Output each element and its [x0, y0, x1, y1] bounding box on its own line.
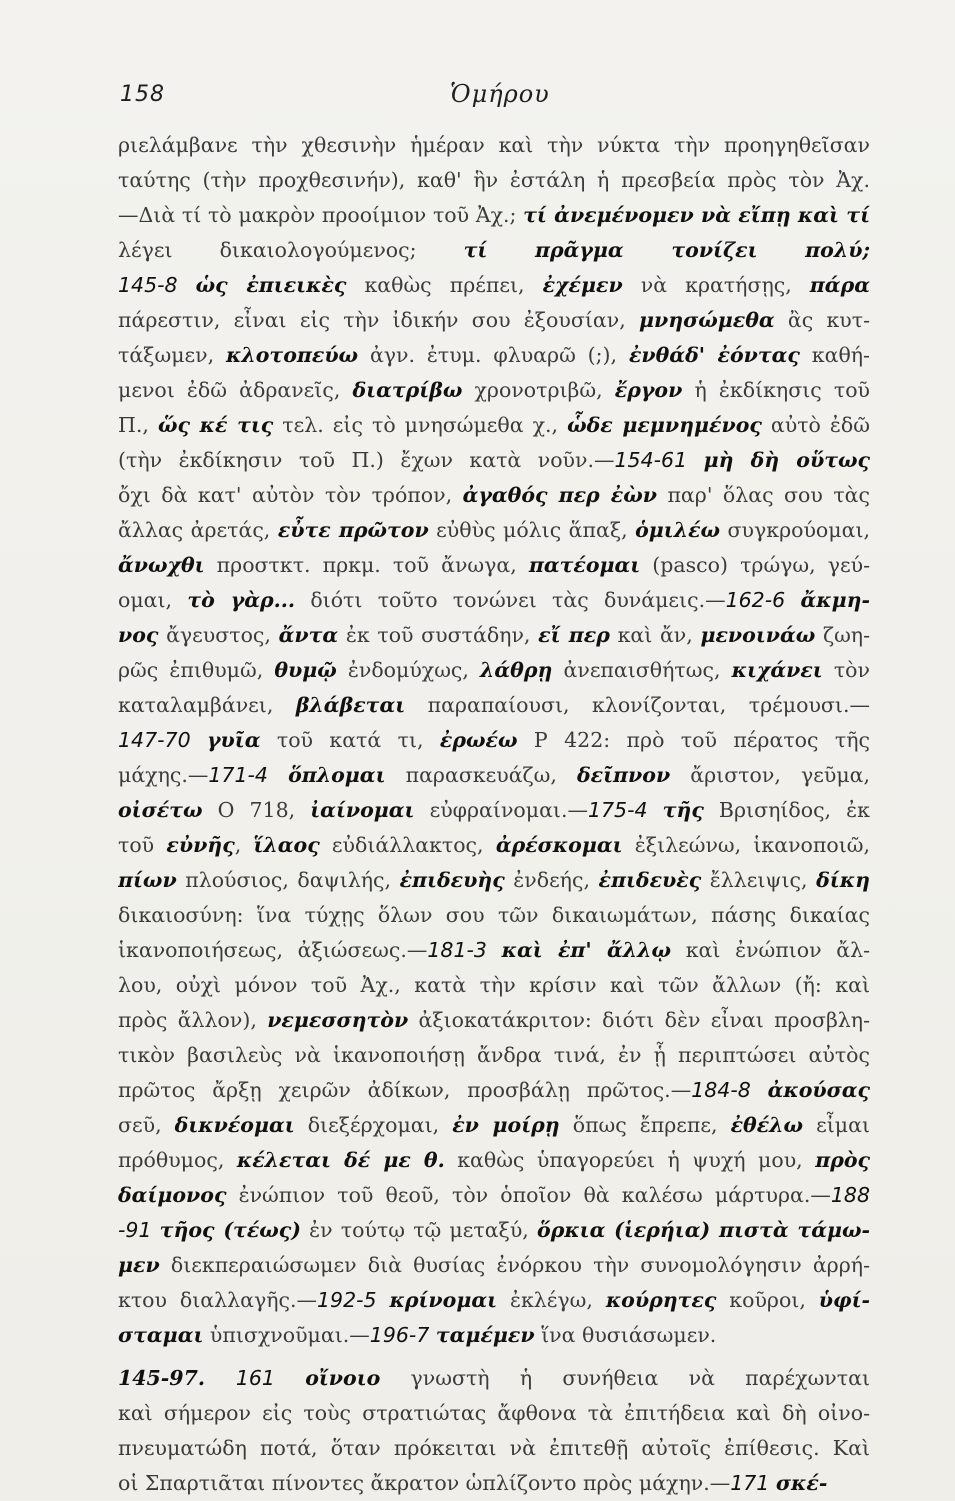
gloss-text: ἡ ἐκδίκησις τοῦ [682, 378, 870, 402]
lemma: ἵλαος [253, 833, 320, 857]
lemma: δίκη [816, 868, 870, 892]
lemma: ὑφί- [818, 1288, 870, 1312]
gloss-text: ομαι, [118, 588, 188, 612]
running-title: Ὁμήρου [450, 80, 550, 108]
gloss-text: νὰ κρατήσῃς, [622, 273, 810, 297]
gloss-text: ἀγν. ἐτυμ. φλυαρῶ (;), [358, 343, 629, 367]
text-line [118, 1361, 870, 1396]
gloss-text: πρὸς ἄλλον), [118, 1008, 268, 1032]
lemma: ταμέμεν [435, 1323, 535, 1347]
lemma: ἐχέμεν [542, 273, 623, 297]
text-line [118, 618, 870, 653]
lemma: σταμαι [118, 1323, 204, 1347]
gloss-text: τοῦ [118, 833, 167, 857]
verse-reference: 196-7 [369, 1323, 436, 1347]
lemma: καὶ ἐπ' ἄλλῳ [501, 938, 672, 962]
verse-reference: 161 [235, 1366, 306, 1390]
gloss-text: κτου διαλλαγῆς.— [118, 1288, 317, 1312]
gloss-text: πάρεστιν, εἶναι εἰς τὴν ἰδικήν σου ἐξουσίαν, [118, 308, 639, 332]
gloss-text: ἐξιλεώνω, ἱκανοποιῶ, [622, 833, 870, 857]
gloss-text: τάξωμεν, [118, 343, 226, 367]
lemma: τὸ γὰρ... [187, 588, 296, 612]
gloss-text: τὸν [822, 658, 870, 682]
lemma: πρὸς [815, 1148, 870, 1172]
text-line [118, 1283, 870, 1318]
gloss-text: τοῦ κατά τι, [260, 728, 440, 752]
text-line [118, 828, 870, 863]
lemma: 145-97. [118, 1366, 236, 1390]
gloss-text: καταλαμβάνει, [118, 693, 296, 717]
lemma: τί πρᾶγμα τονίζει πολύ; [463, 238, 870, 262]
gloss-text: ἔλλειψις, [701, 868, 817, 892]
gloss-text: ἄριστον, γεῦμα, [670, 763, 870, 787]
gloss-text: ὄχι δὰ κατ' αὐτὸν τὸν τρόπον, [118, 483, 463, 507]
commentary-text [118, 128, 870, 1501]
gloss-text: (pasco) τρώγω, γεύ- [640, 553, 870, 577]
gloss-text: Π., [118, 413, 158, 437]
gloss-text: πνευματώδη ποτά, ὅταν πρόκειται νὰ ἐπιτεθῇ αὐτοῖς ἐπίθεσις. Καὶ [118, 1436, 870, 1460]
gloss-text: , [234, 833, 254, 857]
lemma: ἀγαθός περ ἐὼν [462, 483, 657, 507]
text-line [118, 1073, 870, 1108]
lemma: μενοινάω [700, 623, 816, 647]
lemma: ἐν μοίρῃ [452, 1113, 560, 1137]
lemma: ἐπιδευὴς [399, 868, 505, 892]
text-line [118, 443, 870, 478]
gloss-text: καὶ σήμερον εἰς τοὺς στρατιώτας ἄφθονα τὰ ἐπιτήδεια καὶ δὴ οἰνο- [118, 1401, 870, 1425]
lemma: κούρητες [605, 1288, 717, 1312]
verse-reference: 175-4 [587, 798, 663, 822]
gloss-text: χρονοτριβῶ, [462, 378, 615, 402]
gloss-text: παραπαίουσι, κλονίζονται, τρέμουσι.— [405, 693, 870, 717]
text-line [118, 128, 870, 163]
lemma: πάρα [809, 273, 870, 297]
lemma: ἐνθάδ' ἐόντας [628, 343, 800, 367]
text-line [118, 1466, 870, 1501]
gloss-text: εὐθὺς μόλις ἅπαξ, [428, 518, 636, 542]
verse-reference: 147-70 [118, 728, 208, 752]
text-line [118, 688, 870, 723]
lemma: εἴ περ [538, 623, 610, 647]
lemma: νεμεσσητὸν [267, 1008, 409, 1032]
text-line [118, 1318, 870, 1353]
verse-reference: 162-6 [725, 588, 801, 612]
lemma: ἄντα [278, 623, 339, 647]
gloss-text: παρασκευάζω, [385, 763, 577, 787]
verse-reference: 171-4 [208, 763, 289, 787]
lemma: κρίνομαι [389, 1288, 498, 1312]
page-number: 158 [120, 82, 165, 107]
gloss-text: ἄγευστος, [158, 623, 279, 647]
lemma: ὅρκια (ἱερήια) πιστὰ τάμω- [537, 1218, 870, 1242]
lemma: νος [118, 623, 159, 647]
gloss-text: συγκρούομαι, [720, 518, 870, 542]
gloss-text: διεκπεραιώσωμεν διὰ θυσίας ἐνόρκου τὴν συνομολόγησιν ἀρρή- [159, 1253, 870, 1277]
gloss-text: Ρ 422: πρὸ τοῦ πέρατος τῆς [517, 728, 870, 752]
text-line [118, 478, 870, 513]
gloss-text: παρ' ὅλας σου τὰς [656, 483, 870, 507]
text-line [118, 1108, 870, 1143]
lemma: μὴ δὴ οὕτως [703, 448, 870, 472]
gloss-text: καὶ ἐνώπιον ἄλ- [671, 938, 870, 962]
verse-reference: 181-3 [427, 938, 502, 962]
gloss-text: μάχης.— [118, 763, 209, 787]
text-line [118, 268, 870, 303]
lemma: ἀκούσας [767, 1078, 870, 1102]
text-line [118, 898, 870, 933]
lemma: εὖτε πρῶτον [277, 518, 429, 542]
gloss-text: ἀξιοκατάκριτον: διότι δὲν εἶναι προσβλη- [408, 1008, 870, 1032]
lemma: θυμῷ [274, 658, 337, 682]
page-header [120, 82, 860, 114]
text-line [118, 1038, 870, 1073]
gloss-text: ταύτης (τὴν προχθεσινήν), καθ' ἣν ἐστάλη ἡ πρεσβεία πρὸς τὸν Ἀχ. [118, 168, 870, 192]
text-line [118, 863, 870, 898]
text-line [118, 1431, 870, 1466]
gloss-text: κοῦροι, [716, 1288, 819, 1312]
text-line [118, 758, 870, 793]
gloss-text: ριελάμβανε τὴν χθεσινὴν ἡμέραν καὶ τὴν νύκτα τὴν προηγηθεῖσαν [118, 133, 870, 157]
verse-reference: 154-61 [614, 448, 704, 472]
lemma: ἐρωέω [439, 728, 518, 752]
verse-reference: 145-8 [118, 273, 196, 297]
text-line [118, 1178, 870, 1213]
lemma: ἐθέλω [730, 1113, 804, 1137]
lemma: ἀρέσκομαι [495, 833, 623, 857]
verse-reference: 192-5 [316, 1288, 390, 1312]
gloss-text: ἐνδομύχως, [336, 658, 481, 682]
text-line [118, 198, 870, 233]
gloss-text: ἐν τούτῳ τῷ μεταξύ, [300, 1218, 538, 1242]
verse-reference: 188 [830, 1183, 870, 1207]
lemma: δικνέομαι [174, 1113, 295, 1137]
gloss-text: ἂς κυτ- [774, 308, 870, 332]
lemma: ἄκμη- [800, 588, 870, 612]
text-line [118, 408, 870, 443]
text-line [118, 513, 870, 548]
text-line [118, 653, 870, 688]
text-line [118, 933, 870, 968]
verse-reference: 184-8 [691, 1078, 768, 1102]
lemma: τί ἀνεμένομεν νὰ εἴπῃ καὶ τί [523, 203, 870, 227]
lemma: ὥς κέ τις [157, 413, 274, 437]
lemma: κλοτοπεύω [225, 343, 359, 367]
gloss-text: —Διὰ τί τὸ μακρὸν προοίμιον τοῦ Ἀχ.; [118, 203, 524, 227]
verse-reference: 171 [730, 1471, 776, 1495]
text-line [118, 233, 870, 268]
text-line [118, 1396, 870, 1431]
gloss-text: εἶμαι [803, 1113, 870, 1137]
gloss-text: τικὸν βασιλεὺς νὰ ἱκανοποιήσῃ ἄνδρα τινά, ἐν ᾗ περιπτώσει αὐτὸς [118, 1043, 870, 1067]
gloss-text: λου, οὐχὶ μόνον τοῦ Ἀχ., κατὰ τὴν κρίσιν καὶ τῶν ἄλλων (ἤ: καὶ [118, 973, 870, 997]
lemma: ὧδε μεμνημένος [567, 413, 762, 437]
gloss-text: δικαιοσύνη: ἵνα τύχῃς ὅλων σου τῶν δικαιωμάτων, πάσης δικαίας [118, 903, 870, 927]
gloss-text: μενοι ἐδῶ ἀδρανεῖς, [118, 378, 353, 402]
lemma: σκέ- [775, 1471, 828, 1495]
gloss-text: γνωστὴ ἡ συνήθεια νὰ παρέχωνται [380, 1366, 870, 1390]
text-line [118, 723, 870, 758]
lemma: κέλεται δέ με θ. [236, 1148, 445, 1172]
gloss-text: ἵνα θυσιάσωμεν. [534, 1323, 717, 1347]
lemma: γυῖα [207, 728, 261, 752]
lemma: δαίμονος [118, 1183, 227, 1207]
gloss-text: ἱκανοποιήσεως, ἀξιώσεως.— [118, 938, 428, 962]
lemma: εὐνῆς [166, 833, 235, 857]
gloss-text: προστκτ. πρκμ. τοῦ ἄνωγα, [204, 553, 529, 577]
gloss-text: πρῶτος ἄρξῃ χειρῶν ἀδίκων, προσβάλῃ πρῶτος.— [118, 1078, 692, 1102]
lemma: ἔργον [614, 378, 683, 402]
gloss-text: ἐκλέγω, [497, 1288, 606, 1312]
lemma: τῆος (τέως) [159, 1218, 301, 1242]
lemma: ἐπιδευὲς [598, 868, 702, 892]
text-line [118, 793, 870, 828]
text-line [118, 583, 870, 618]
gloss-text: ἐκ τοῦ συστάδην, [338, 623, 539, 647]
text-line [118, 1248, 870, 1283]
text-line [118, 338, 870, 373]
gloss-text: οἱ Σπαρτιᾶται πίνοντες ἄκρατον ὡπλίζοντο πρὸς μάχην.— [118, 1471, 731, 1495]
text-line [118, 303, 870, 338]
lemma: πίων [118, 868, 177, 892]
gloss-text: διεξέρχομαι, [294, 1113, 453, 1137]
lemma: βλάβεται [295, 693, 406, 717]
lemma: μνησώμεθα [638, 308, 775, 332]
gloss-text: ἀνεπαισθήτως, [552, 658, 732, 682]
gloss-text: ρῶς ἐπιθυμῶ, [118, 658, 275, 682]
gloss-text: αὐτὸ ἐδῶ [761, 413, 870, 437]
gloss-text: ἐνδεής, [504, 868, 599, 892]
lemma: δεῖπνον [577, 763, 671, 787]
lemma: ὁμιλέω [635, 518, 721, 542]
gloss-text: πρόθυμος, [118, 1148, 237, 1172]
lemma: τῆς [662, 798, 704, 822]
gloss-text: σεῦ, [118, 1113, 175, 1137]
lemma: ὡς ἐπιεικὲς [195, 273, 347, 297]
text-line [118, 1003, 870, 1038]
gloss-text: καὶ ἄν, [609, 623, 701, 647]
gloss-text: τελ. εἰς τὸ μνησώμεθα χ., [273, 413, 568, 437]
text-line [118, 1213, 870, 1248]
text-line [118, 1143, 870, 1178]
gloss-text: ὅπως ἔπρεπε, [559, 1113, 731, 1137]
lemma: οἴνοιο [305, 1366, 381, 1390]
lemma: ἰαίνομαι [310, 798, 415, 822]
lemma: μεν [118, 1253, 160, 1277]
gloss-text: καθὼς ὑπαγορεύει ἡ ψυχή μου, [444, 1148, 816, 1172]
lemma: πατέομαι [528, 553, 641, 577]
gloss-text: καθὼς πρέπει, [346, 273, 543, 297]
lemma: διατρίβω [352, 378, 463, 402]
text-line [118, 373, 870, 408]
gloss-text: Βρισηίδος, ἐκ [703, 798, 870, 822]
text-line [118, 968, 870, 1003]
gloss-text: ἐνώπιον τοῦ θεοῦ, τὸν ὁποῖον θὰ καλέσω μάρτυρα.— [226, 1183, 831, 1207]
text-line [118, 548, 870, 583]
text-line [118, 163, 870, 198]
lemma: ἄνωχθι [118, 553, 205, 577]
gloss-text: ζωη- [815, 623, 870, 647]
gloss-text: (τὴν ἐκδίκησιν τοῦ Π.) ἔχων κατὰ νοῦν.— [118, 448, 615, 472]
verse-reference: -91 [118, 1218, 160, 1242]
gloss-text: ἄλλας ἀρετάς, [118, 518, 278, 542]
lemma: λάθρῃ [480, 658, 553, 682]
gloss-text: Ο 718, [202, 798, 311, 822]
lemma: ὅπλομαι [288, 763, 386, 787]
gloss-text: ὑπισχνοῦμαι.— [203, 1323, 370, 1347]
lemma: οἰσέτω [118, 798, 203, 822]
gloss-text: εὐδιάλλακτος, [319, 833, 496, 857]
gloss-text: διότι τοῦτο τονώνει τὰς δυνάμεις.— [295, 588, 726, 612]
lemma: κιχάνει [731, 658, 823, 682]
gloss-text: λέγει δικαιολογούμενος; [118, 238, 464, 262]
gloss-text: καθή- [799, 343, 870, 367]
gloss-text: εὐφραίνομαι.— [414, 798, 588, 822]
gloss-text: πλούσιος, δαψιλής, [176, 868, 400, 892]
